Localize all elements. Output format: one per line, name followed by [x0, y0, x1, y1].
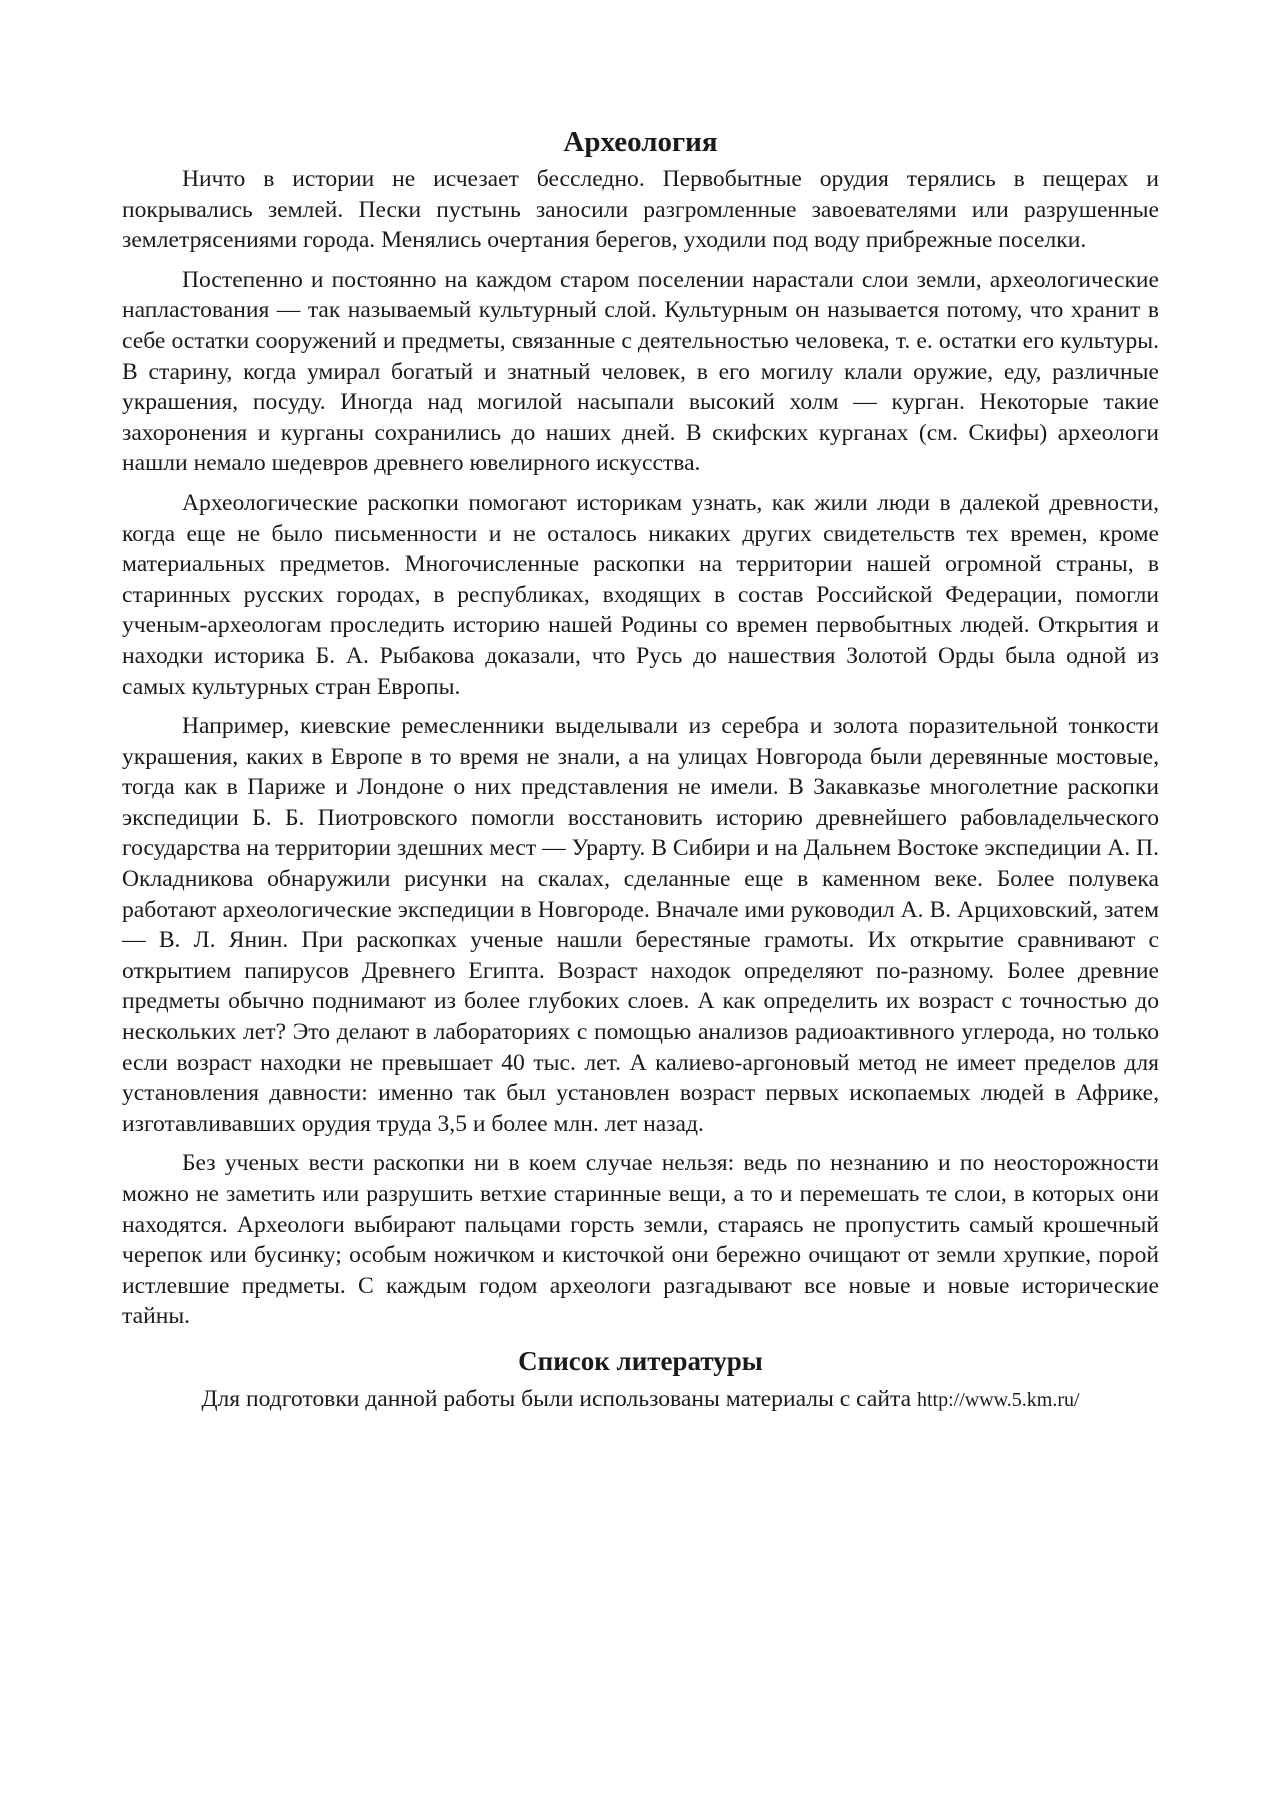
document-title: Археология — [563, 126, 718, 158]
paragraph-1: Ничто в истории не исчезает бесследно. Первобытные орудия терялись в пещерах и покрывались землей. Пески пустынь заносили разгромленные завоевателями или разрушенные землетрясениями города. Менялись очертания берегов, уходили под воду прибрежные поселки. — [122, 166, 1159, 254]
references-title: Список литературы — [518, 1345, 763, 1376]
document-page — [122, 122, 1159, 1416]
paragraph-2: Постепенно и постоянно на каждом старом поселении нарастали слои земли, археологические напластования — так называемый культурный слой. Культурным он называется потому, что хранит в себе остатки сооружений и предметы, связанные с деятельностью человека, т. е. остатки его культуры. В старину, когда умирал богатый и знатный человек, в его могилу клали оружие, еду, различные украшения, посуду. Иногда над могилой насыпали высокий холм — курган. Некоторые такие захоронения и курганы сохранились до наших дней. В скифских курганах (см. Скифы) археологи нашли немало шедевров древнего ювелирного искусства. — [122, 266, 1159, 477]
references-intro: Для подготовки данной работы были использованы материалы с сайта — [201, 1385, 917, 1412]
references-url[interactable]: http://www.5.km.ru/ — [916, 1388, 1080, 1411]
paragraph-3: Археологические раскопки помогают историкам узнать, как жили люди в далекой древности, когда еще не было письменности и не осталось никаких других свидетельств тех времен, кроме материальных предметов. Многочисленные раскопки на территории нашей огромной страны, в старинных русских городах, в республиках, входящих в состав Российской Федерации, помогли ученым-археологам проследить историю нашей Родины со времен первобытных людей. Открытия и находки историка Б. А. Рыбакова доказали, что Русь до нашествия Золотой Орды была одной из самых культурных стран Европы. — [122, 489, 1159, 700]
references-text — [122, 1384, 1159, 1416]
paragraph-4: Например, киевские ремесленники выделывали из серебра и золота поразительной тонкости украшения, каких в Европе в то время не знали, а на улицах Новгорода были деревянные мостовые, тогда как в Париже и Лондоне о них представления не имели. В Закавказье многолетние раскопки экспедиции Б. Б. Пиотровского помогли восстановить историю древнейшего рабовладельческого государства на территории здешних мест — Урарту. В Сибири и на Дальнем Востоке экспедиции А. П. Окладникова обнаружили рисунки на скалах, сделанные еще в каменном веке. Более полувека работают археологические экспедиции в Новгороде. Вначале ими руководил А. В. Арциховский, затем — В. Л. Янин. При раскопках ученые нашли берестяные грамоты. Их открытие сравнивают с открытием папирусов Древнего Египта. Возраст находок определяют по-разному. Более древние предметы обычно поднимают из более глубоких слоев. А как определить их возраст с точностью до нескольких лет? Это делают в лабораториях с помощью анализов радиоактивного углерода, но только если возраст находки не превышает 40 тыс. лет. А калиево-аргоновый метод не имеет пределов для установления давности: именно так был установлен возраст первых ископаемых людей в Африке, изготавливавших орудия труда 3,5 и более млн. лет назад. — [122, 713, 1159, 1137]
paragraph-5: Без ученых вести раскопки ни в коем случае нельзя: ведь по незнанию и по неосторожности можно не заметить или разрушить ветхие старинные вещи, а то и перемешать те слои, в которых они находятся. Археологи выбирают пальцами горсть земли, стараясь не пропустить самый крошечный черепок или бусинку; особым ножичком и кисточкой они бережно очищают от земли хрупкие, порой истлевшие предметы. С каждым годом археологи разгадывают все новые и новые исторические тайны. — [122, 1150, 1159, 1330]
